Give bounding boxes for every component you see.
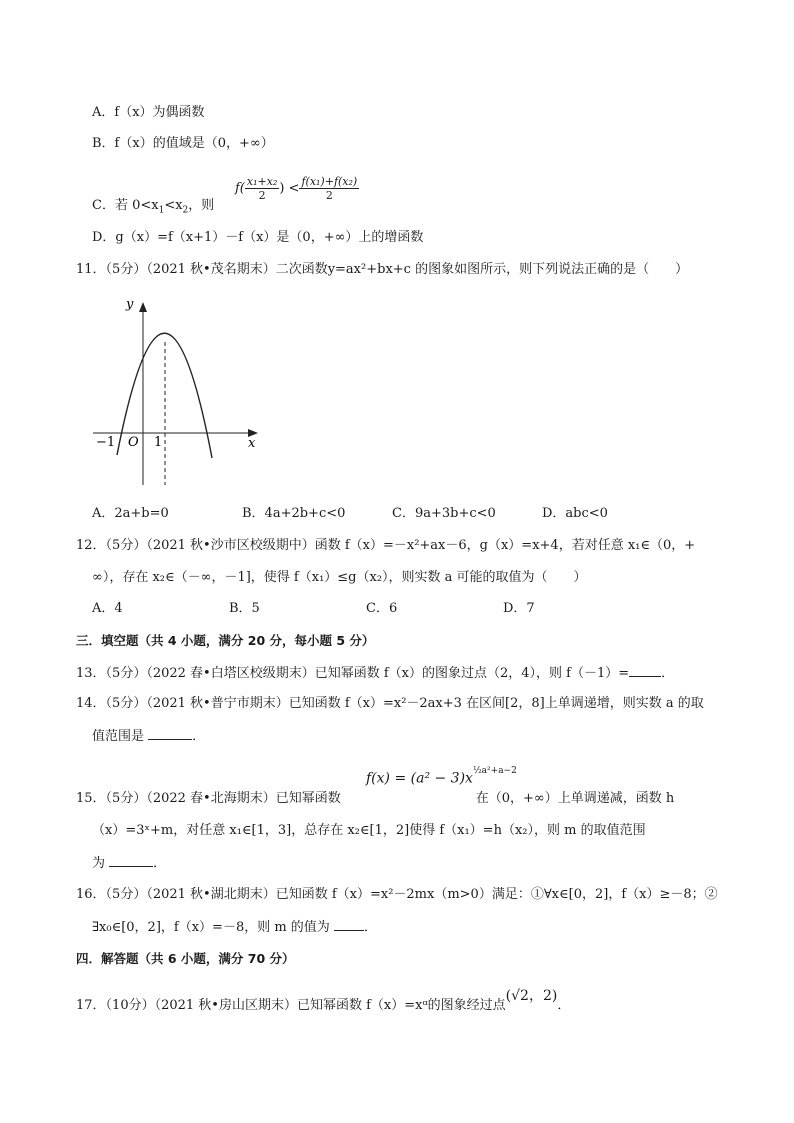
frac-right [299, 175, 359, 202]
sub-1: 1 [158, 205, 165, 216]
q12-option-d: D．7 [503, 601, 535, 616]
q16-answer-blank [334, 917, 364, 931]
frac-right-num: f(x₁)+f(x₂) [301, 175, 358, 188]
q17 [76, 988, 571, 1016]
q15-line1-suffix: 在（0，+∞）上单调递减，函数 h [475, 791, 675, 806]
tick-neg1: −1 [96, 435, 116, 450]
q15-answer-blank [109, 853, 153, 867]
q14-end: ． [192, 729, 206, 744]
q11-option-c: C．9a+3b+c<0 [392, 506, 496, 521]
q11-stem: 11．（5分）（2021 秋•茂名期末）二次函数y=ax²+bx+c 的图象如图所示，则下列说法正确的是（ ） [76, 262, 689, 277]
q13-text: 13．（5分）（2022 春•白塔区校级期末）已知幂函数 f（x）的图象过点（2，4），则 f（－1）= [76, 666, 630, 681]
q10-option-c-suffix: ，则 [188, 198, 215, 213]
q15-line3 [92, 853, 166, 874]
x-axis-label: x [248, 436, 256, 451]
q10-option-b: B．f（x）的值域是（0，+∞） [92, 136, 274, 151]
q16-line2 [92, 917, 377, 938]
q16-line2-text: ∃x₀∈[0，2]，f（x）=－8，则 m 的值为 [92, 920, 330, 935]
q11-parabola-graph [88, 290, 268, 490]
origin-label: O [128, 435, 139, 450]
q14-answer-blank [148, 726, 192, 740]
frac-left-den: 2 [258, 189, 266, 202]
q12-option-a: A．4 [92, 601, 123, 616]
q17-end: ． [557, 998, 571, 1013]
q17-text: 17．（10分）（2021 秋•房山区期末）已知幂函数 f（x）=xᵅ的图象经过点 [76, 998, 506, 1013]
formula-mid: ) < [279, 181, 300, 196]
q15-formula [366, 766, 517, 787]
q14-line2 [92, 726, 205, 747]
q16-end: ． [363, 920, 377, 935]
q12-line2: ∞），存在 x₂∈（－∞，－1]，使得 f（x₁）≤g（x₂），则实数 a 可能的取值为（ ） [92, 570, 587, 585]
q10-option-c-prefix: C．若 0<x [92, 198, 159, 213]
formula-f-left: f( [235, 181, 245, 196]
q13 [76, 663, 674, 684]
y-axis-arrow [139, 302, 147, 312]
q17-point: (√2，2) [505, 988, 558, 1004]
q11-options [92, 504, 692, 524]
sub-2: 2 [182, 205, 189, 216]
frac-left-num: x₁+x₂ [246, 175, 278, 188]
q15-formula-main: f(x) = (a² − 3)x [366, 770, 473, 787]
q16-line1: 16．（5分）（2021 秋•湖北期末）已知函数 f（x）=x²－2mx（m>0）满足：①∀x∈[0，2]，f（x）≥－8；② [76, 887, 718, 902]
q15-line1-prefix: 15．（5分）（2022 春•北海期末）已知幂函数 [76, 791, 341, 806]
q13-end: ． [661, 666, 675, 681]
q11-option-a: A．2a+b=0 [92, 506, 169, 521]
section-3-heading: 三．填空题（共 4 小题，满分 20 分，每小题 5 分） [76, 633, 375, 648]
q15-end: ． [153, 856, 167, 871]
q15-line1 [76, 789, 674, 809]
q12-options [92, 599, 640, 619]
q11-option-d: D．abc<0 [542, 506, 608, 521]
q14-line1: 14．（5分）（2021 秋•普宁市期末）已知函数 f（x）=x²－2ax+3 在区间[2，8]上单调递增，则实数 a 的取 [76, 696, 704, 711]
q15-line3-text: 为 [92, 856, 106, 871]
q13-answer-blank [629, 663, 661, 677]
frac-left [245, 175, 279, 202]
q12-option-c: C．6 [366, 601, 398, 616]
q10-option-c [92, 196, 214, 221]
section-4-heading: 四．解答题（共 6 小题，满分 70 分） [76, 951, 295, 966]
tick-1: 1 [154, 435, 163, 450]
q10-option-d: D．g（x）=f（x+1）－f（x）是（0，+∞）上的增函数 [92, 230, 424, 245]
frac-right-den: 2 [325, 189, 333, 202]
q10-option-c-mid: <x [164, 198, 183, 213]
q12-line1: 12．（5分）（2021 秋•沙市区校级期中）函数 f（x）=－x²+ax－6，g（x）=x+4，若对任意 x₁∈（0，+ [76, 538, 696, 553]
q12-option-b: B．5 [229, 601, 260, 616]
q15-line2: （x）=3ˣ+m，对任意 x₁∈[1，3]，总存在 x₂∈[1，2]使得 f（x₁）=h（x₂），则 m 的取值范围 [92, 823, 646, 838]
q11-option-b: B．4a+2b+c<0 [242, 506, 346, 521]
q10-option-c-formula [235, 174, 359, 204]
q14-line2-text: 值范围是 [92, 729, 145, 744]
q10-option-a: A．f（x）为偶函数 [92, 105, 205, 120]
y-axis-label: y [126, 297, 134, 312]
q15-formula-exponent: ½a²+a−2 [472, 766, 517, 776]
